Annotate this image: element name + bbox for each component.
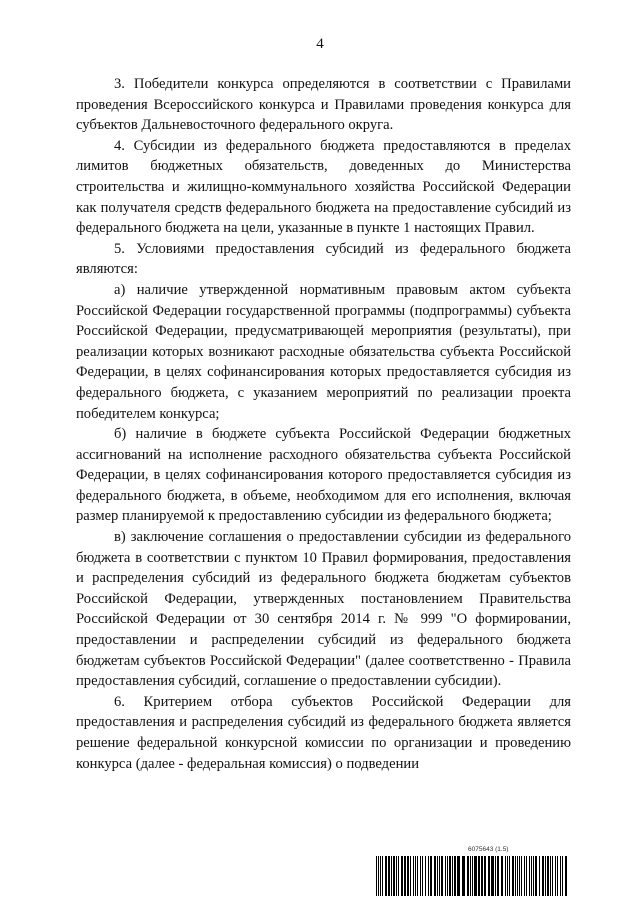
document-body (76, 74, 571, 774)
page-number: 4 (316, 36, 324, 52)
paragraph-5b: б) наличие в бюджете субъекта Российской Федерации бюджетных ассигнований на исполнение расходного обязательства субъекта Российской Федерации, в целях софинансирования которого предоставляется субсидия из федерального бюджета, в объеме, необходимом для его исполнения, включая размер планируемой к предоставлению субсидии из федерального бюджета; (76, 426, 571, 525)
paragraph-6: 6. Критерием отбора субъектов Российской Федерации для предоставления и распределения субсидий из федерального бюджета является решение федеральной конкурсной комиссии по организации и проведению конкурса (далее - федеральная комиссия) о подведении (76, 693, 571, 772)
paragraph-5a: а) наличие утвержденной нормативным правовым актом субъекта Российской Федерации государственной программы (подпрограммы) субъекта Российской Федерации, предусматривающей мероприятия (результаты), при реализации которых возникают расходные обязательства субъекта Российской Федерации, в целях софинансирования которых предоставляется субсидия из федерального бюджета, с указанием мероприятий по реализации проекта победителем конкурса; (76, 281, 571, 422)
paragraph-5: 5. Условиями предоставления субсидий из федерального бюджета являются: (76, 240, 571, 278)
paragraph-4: 4. Субсидии из федерального бюджета предоставляются в пределах лимитов бюджетных обязательств, доведенных до Министерства строительства и жилищно-коммунального хозяйства Российской Федерации как получателя средств федерального бюджета на предоставление субсидий из федерального бюджета на цели, указанные в пункте 1 настоящих Правил. (76, 137, 571, 237)
paragraph-5v: в) заключение соглашения о предоставлении субсидии из федерального бюджета в соответствии с пунктом 10 Правил формирования, предоставления и распределения субсидий из федерального бюджета бюджетам субъектов Российской Федерации, утвержденных постановлением Правительства Российской Федерации от 30 сентября 2014 г. № 999 "О формировании, предоставлении и распределении субсидий из федерального бюджета бюджетам субъектов Российской Федерации" (далее соответственно - Правила предоставления субсидий, соглашение о предоставлении субсидии). (76, 529, 571, 690)
paragraph-3: 3. Победители конкурса определяются в соответствии с Правилами проведения Всероссийского конкурса и Правилами проведения конкурса для субъектов Дальневосточного федерального округа. (76, 76, 571, 134)
barcode (376, 846, 571, 898)
barcode-icon (376, 856, 571, 896)
barcode-id-text: 6075643 (1.5) (468, 846, 509, 853)
